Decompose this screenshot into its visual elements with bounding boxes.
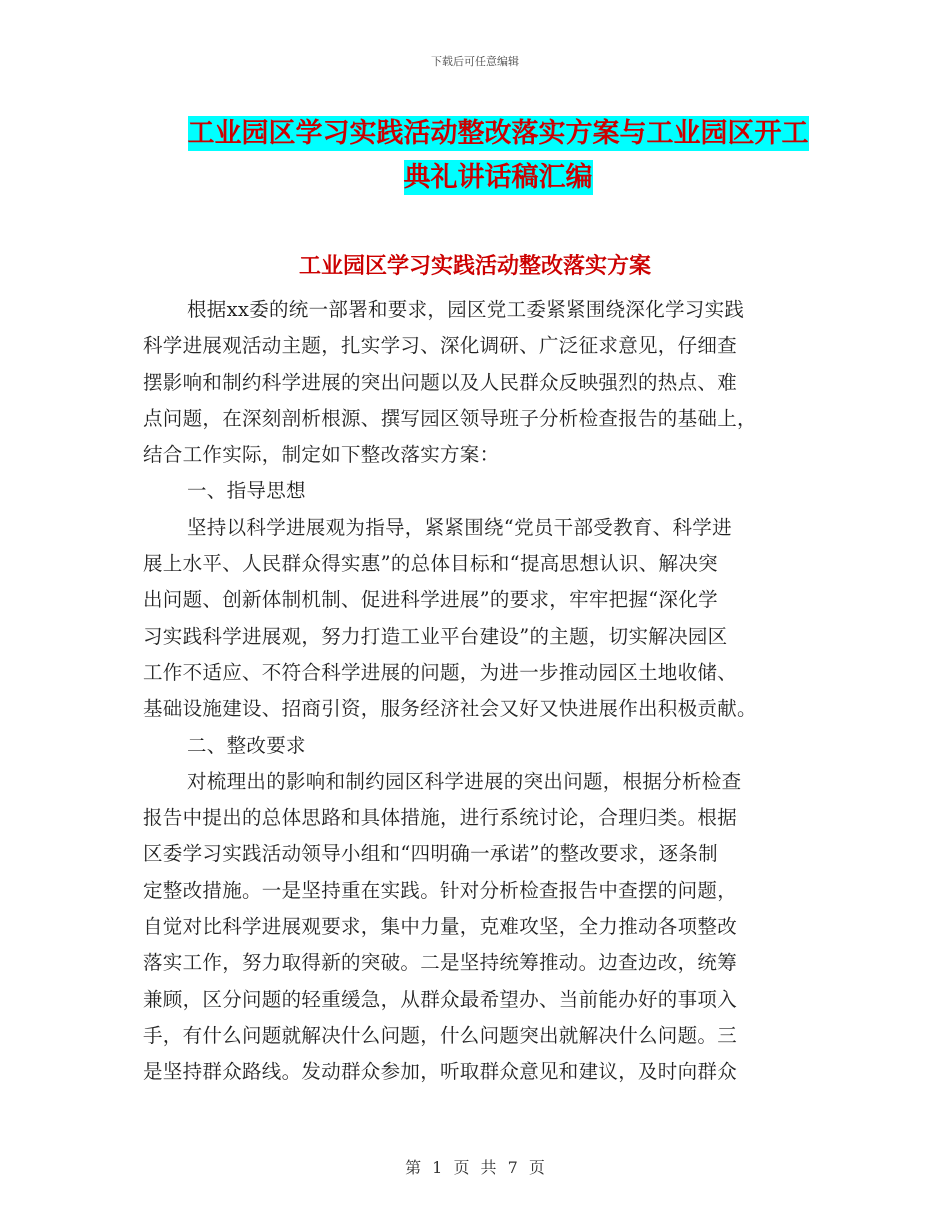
section-heading-guiding-thought: 一、指导思想 (187, 479, 306, 503)
paragraph-line: 根据xx委的统一部署和要求，园区党工委紧紧围绕深化学习实践 (187, 298, 745, 321)
paragraph-line: 工作不适应、不符合科学进展的问题，为进一步推动园区土地收储、 (143, 660, 738, 684)
paragraph-line: 结合工作实际，制定如下整改落实方案： (143, 443, 500, 467)
paragraph-line: 落实工作，努力取得新的突破。二是坚持统筹推动。边查边改，统筹 (143, 951, 738, 975)
paragraph-line: 科学进展观活动主题，扎实学习、深化调研、广泛征求意见，仔细查 (143, 334, 738, 358)
paragraph-line: 是坚持群众路线。发动群众参加，听取群众意见和建议，及时向群众 (143, 1060, 738, 1084)
paragraph-line: 习实践科学进展观，努力打造工业平台建设”的主题，切实解决园区 (143, 624, 728, 648)
paragraph-line: 手，有什么问题就解决什么问题，什么问题突出就解决什么问题。三 (143, 1023, 738, 1047)
paragraph-line: 兼顾，区分问题的轻重缓急，从群众最希望办、当前能办好的事项入 (143, 987, 738, 1011)
paragraph-line: 点问题，在深刻剖析根源、撰写园区领导班子分析检查报告的基础上， (143, 406, 757, 430)
paragraph-line: 摆影响和制约科学进展的突出问题以及人民群众反映强烈的热点、难 (143, 370, 738, 394)
document-title-line-1: 工业园区学习实践活动整改落实方案与工业园区开工 (187, 118, 809, 149)
section-heading-rectification-requirements: 二、整改要求 (187, 733, 306, 757)
paragraph-line: 区委学习实践活动领导小组和“四明确一承诺”的整改要求，逐条制 (143, 842, 718, 866)
paragraph-line: 自觉对比科学进展观要求，集中力量，克难攻坚，全力推动各项整改 (143, 915, 738, 939)
paragraph-line: 定整改措施。一是坚持重在实践。针对分析检查报告中查摆的问题， (143, 878, 738, 902)
document-title-line-2: 典礼讲话稿汇编 (403, 162, 593, 193)
paragraph-line: 报告中提出的总体思路和具体措施，进行系统讨论，合理归类。根据 (143, 806, 738, 830)
paragraph-line: 对梳理出的影响和制约园区科学进展的突出问题，根据分析检查 (187, 769, 742, 793)
section-title: 工业园区学习实践活动整改落实方案 (298, 254, 651, 279)
paragraph-line: 基础设施建设、招商引资，服务经济社会又好又快进展作出积极贡献。 (143, 697, 757, 721)
body-text (143, 292, 808, 1091)
page-number-footer: 第 1 页 共 7 页 (405, 1158, 545, 1177)
header-note: 下载后可任意编辑 (431, 55, 519, 68)
paragraph-line: 坚持以科学进展观为指导，紧紧围绕“党员干部受教育、科学进 (187, 515, 732, 539)
paragraph-line: 出问题、创新体制机制、促进科学进展”的要求，牢牢把握“深化学 (143, 588, 718, 612)
document-title (178, 112, 818, 200)
paragraph-line: 展上水平、人民群众得实惠”的总体目标和“提高思想认识、解决突 (143, 552, 718, 576)
